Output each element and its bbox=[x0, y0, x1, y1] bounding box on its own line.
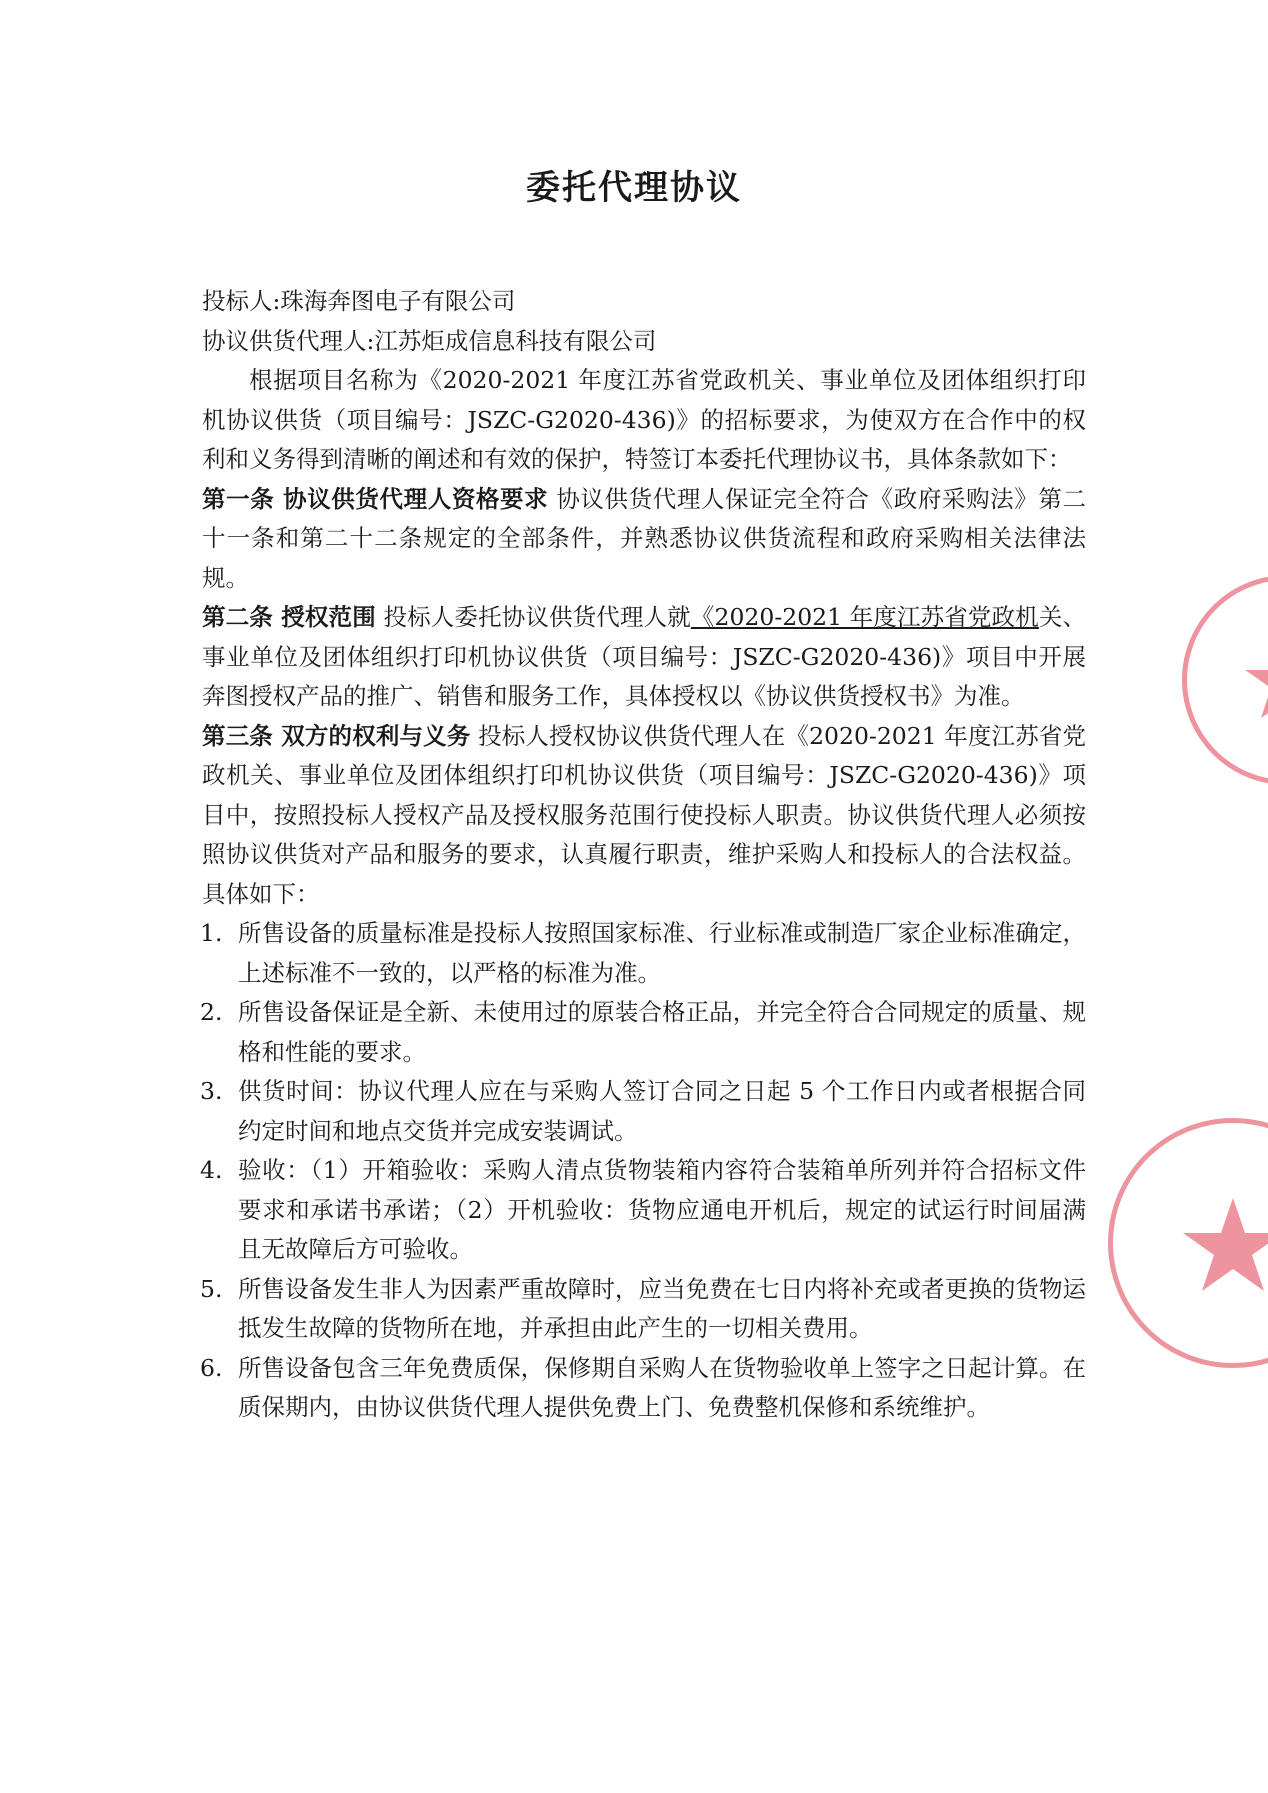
article-3-heading: 第三条 双方的权利与义务 bbox=[202, 721, 471, 750]
list-item bbox=[202, 914, 1086, 993]
list-item-number: 3. bbox=[200, 1077, 223, 1105]
list-item-text: 所售设备的质量标准是投标人按照国家标准、行业标准或制造厂家企业标准确定，上述标准不一致的，以严格的标准为准。 bbox=[238, 919, 1086, 987]
article-1-heading: 第一条 协议供货代理人资格要求 bbox=[202, 484, 549, 513]
list-item bbox=[202, 1151, 1086, 1270]
list-item-number: 1. bbox=[200, 919, 223, 947]
article-2-text-after: 关、事业单位及团体组织打印机协议供货（项目编号：JSZC-G2020-436)》项目中开展奔图授权产品的推广、销售和服务工作，具体授权以《协议供货授权书》为准。 bbox=[202, 603, 1087, 710]
agent-line: 协议供货代理人:江苏炬成信息科技有限公司 bbox=[202, 326, 657, 355]
list-item-text: 所售设备发生非人为因素严重故障时，应当免费在七日内将补充或者更换的货物运抵发生故障的货物所在地，并承担由此产生的一切相关费用。 bbox=[238, 1274, 1086, 1342]
article-1 bbox=[202, 480, 1086, 599]
company-seal-agent bbox=[1108, 1118, 1268, 1368]
intro-paragraph: 根据项目名称为《2020-2021 年度江苏省党政机关、事业单位及团体组织打印机协议供货（项目编号：JSZC-G2020-436)》的招标要求，为使双方在合作中的权利和义务得到清晰的阐述和有效的保护，特签订本委托代理协议书，具体条款如下： bbox=[202, 366, 1086, 473]
list-item-text: 验收：（1）开箱验收：采购人清点货物装箱内容符合装箱单所列并符合招标文件要求和承诺书承诺；（2）开机验收：货物应通电开机后，规定的试运行时间届满且无故障后方可验收。 bbox=[238, 1156, 1086, 1263]
article-2-text-underlined: 《2020-2021 年度江苏省党政机 bbox=[690, 603, 1039, 631]
document-body bbox=[202, 282, 1086, 1428]
bidder-line: 投标人:珠海奔图电子有限公司 bbox=[202, 287, 516, 315]
seal-star-icon bbox=[1113, 1123, 1268, 1363]
document-title: 委托代理协议 bbox=[526, 168, 742, 208]
article-3-text: 投标人授权协议供货代理人在《2020-2021 年度江苏省党政机关、事业单位及团体组织打印机协议供货（项目编号：JSZC-G2020-436)》项目中，按照投标人授权产品及授权服务范围行使投标人职责。协议供货代理人必须按照协议供货对产品和服务的要求，认真履行职责，维护采购人和投标人的合法权益。具体如下： bbox=[202, 721, 1086, 908]
list-item bbox=[202, 1270, 1086, 1349]
article-1-text: 协议供货代理人保证完全符合《政府采购法》第二十一条和第二十二条规定的全部条件，并熟悉协议供货流程和政府采购相关法律法规。 bbox=[202, 484, 1086, 592]
list-item-text: 所售设备保证是全新、未使用过的原装合格正品，并完全符合合同规定的质量、规格和性能的要求。 bbox=[238, 998, 1086, 1066]
list-item-text: 供货时间：协议代理人应在与采购人签订合同之日起 5 个工作日内或者根据合同约定时间和地点交货并完成安装调试。 bbox=[238, 1077, 1086, 1145]
seal-star-icon bbox=[1187, 580, 1268, 780]
list-item-number: 6. bbox=[200, 1353, 223, 1382]
list-item-text: 所售设备包含三年免费质保，保修期自采购人在货物验收单上签字之日起计算。在质保期内，由协议供货代理人提供免费上门、免费整机保修和系统维护。 bbox=[238, 1353, 1086, 1421]
list-item-number: 4. bbox=[200, 1156, 223, 1184]
article-3 bbox=[202, 717, 1086, 915]
list-item-number: 2. bbox=[200, 998, 223, 1026]
article-2 bbox=[202, 598, 1086, 717]
article-2-heading: 第二条 授权范围 bbox=[202, 603, 376, 631]
company-seal-bidder bbox=[1182, 575, 1268, 785]
list-item bbox=[202, 1349, 1086, 1428]
list-item bbox=[202, 993, 1086, 1072]
article-2-text-before: 投标人委托协议供货代理人就 bbox=[383, 603, 691, 631]
obligation-list bbox=[202, 914, 1086, 1428]
list-item-number: 5. bbox=[200, 1274, 223, 1303]
list-item bbox=[202, 1072, 1086, 1151]
